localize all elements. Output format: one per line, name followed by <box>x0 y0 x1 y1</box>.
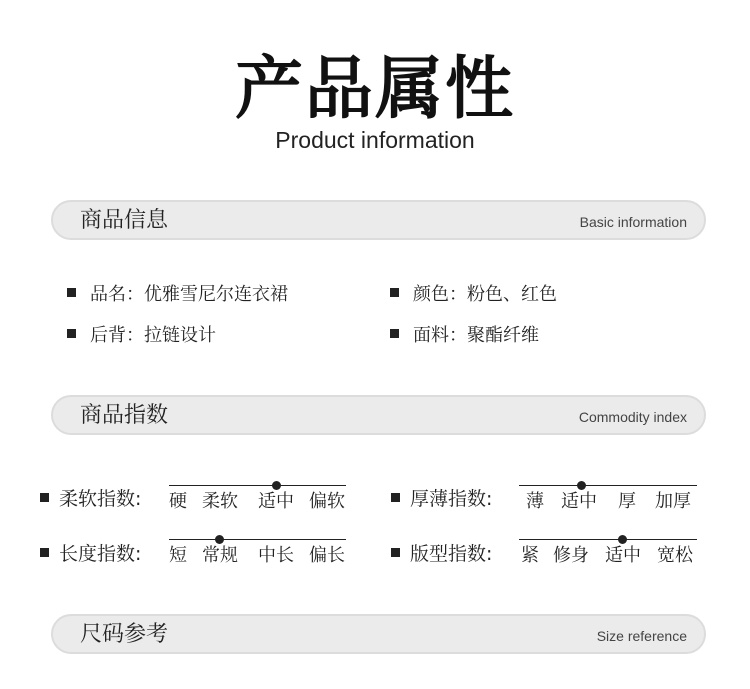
scale-option: 宽松 <box>657 545 693 566</box>
scale-option: 偏长 <box>309 545 345 566</box>
section-title: 尺码参考 <box>80 622 169 647</box>
scale-marker <box>618 535 627 544</box>
scale-marker <box>272 481 281 490</box>
index-label-length <box>40 542 141 566</box>
index-label-text: 长度指数: <box>59 543 142 565</box>
info-text: 品名：优雅雪尼尔连衣裙 <box>90 284 288 305</box>
section-header-index <box>51 395 706 435</box>
index-scale-fit <box>519 531 697 571</box>
index-label-text: 柔软指数: <box>59 488 142 510</box>
index-label-softness <box>40 487 141 511</box>
scale-option: 适中 <box>561 491 597 512</box>
index-label-text: 版型指数: <box>410 543 493 565</box>
bullet-square-icon <box>391 548 400 557</box>
info-item-fabric <box>390 324 539 348</box>
info-item-color <box>390 283 557 307</box>
scale-line <box>519 485 697 486</box>
info-item-name <box>67 283 288 307</box>
info-text: 颜色：粉色、红色 <box>413 284 557 305</box>
scale-option: 柔软 <box>202 491 238 512</box>
bullet-square-icon <box>391 493 400 502</box>
section-subtitle: Size reference <box>596 628 687 644</box>
page-subtitle: Product information <box>275 127 475 153</box>
bullet-square-icon <box>40 548 49 557</box>
section-subtitle: Commodity index <box>578 409 687 425</box>
section-header-size <box>51 614 706 654</box>
info-text: 面料：聚酯纤维 <box>413 325 539 346</box>
index-scale-softness <box>169 477 346 517</box>
index-label-fit <box>391 542 492 566</box>
bullet-square-icon <box>40 493 49 502</box>
info-item-back <box>67 324 216 348</box>
info-text: 后背：拉链设计 <box>90 325 216 346</box>
scale-option: 修身 <box>553 545 589 566</box>
scale-option: 偏软 <box>309 491 345 512</box>
bullet-square-icon <box>67 288 76 297</box>
scale-line <box>169 539 346 540</box>
scale-option: 厚 <box>618 491 636 512</box>
scale-option: 紧 <box>521 545 539 566</box>
bullet-square-icon <box>390 288 399 297</box>
scale-option: 中长 <box>258 545 294 566</box>
section-header-basic <box>51 200 706 240</box>
scale-line <box>519 539 697 540</box>
scale-line <box>169 485 346 486</box>
bullet-square-icon <box>390 329 399 338</box>
scale-option: 适中 <box>605 545 641 566</box>
scale-marker <box>215 535 224 544</box>
section-title: 商品信息 <box>80 208 169 233</box>
section-title: 商品指数 <box>80 403 169 428</box>
index-scale-length <box>169 531 346 571</box>
index-label-text: 厚薄指数: <box>410 488 493 510</box>
scale-option: 短 <box>169 545 187 566</box>
scale-marker <box>577 481 586 490</box>
bullet-square-icon <box>67 329 76 338</box>
index-label-thickness <box>391 487 492 511</box>
scale-option: 加厚 <box>655 491 691 512</box>
scale-option: 适中 <box>258 491 294 512</box>
scale-option: 硬 <box>169 491 187 512</box>
section-subtitle: Basic information <box>579 214 687 230</box>
scale-option: 常规 <box>202 545 238 566</box>
page-title: 产品属性 <box>234 50 515 129</box>
index-scale-thickness <box>519 477 697 517</box>
scale-option: 薄 <box>526 491 544 512</box>
